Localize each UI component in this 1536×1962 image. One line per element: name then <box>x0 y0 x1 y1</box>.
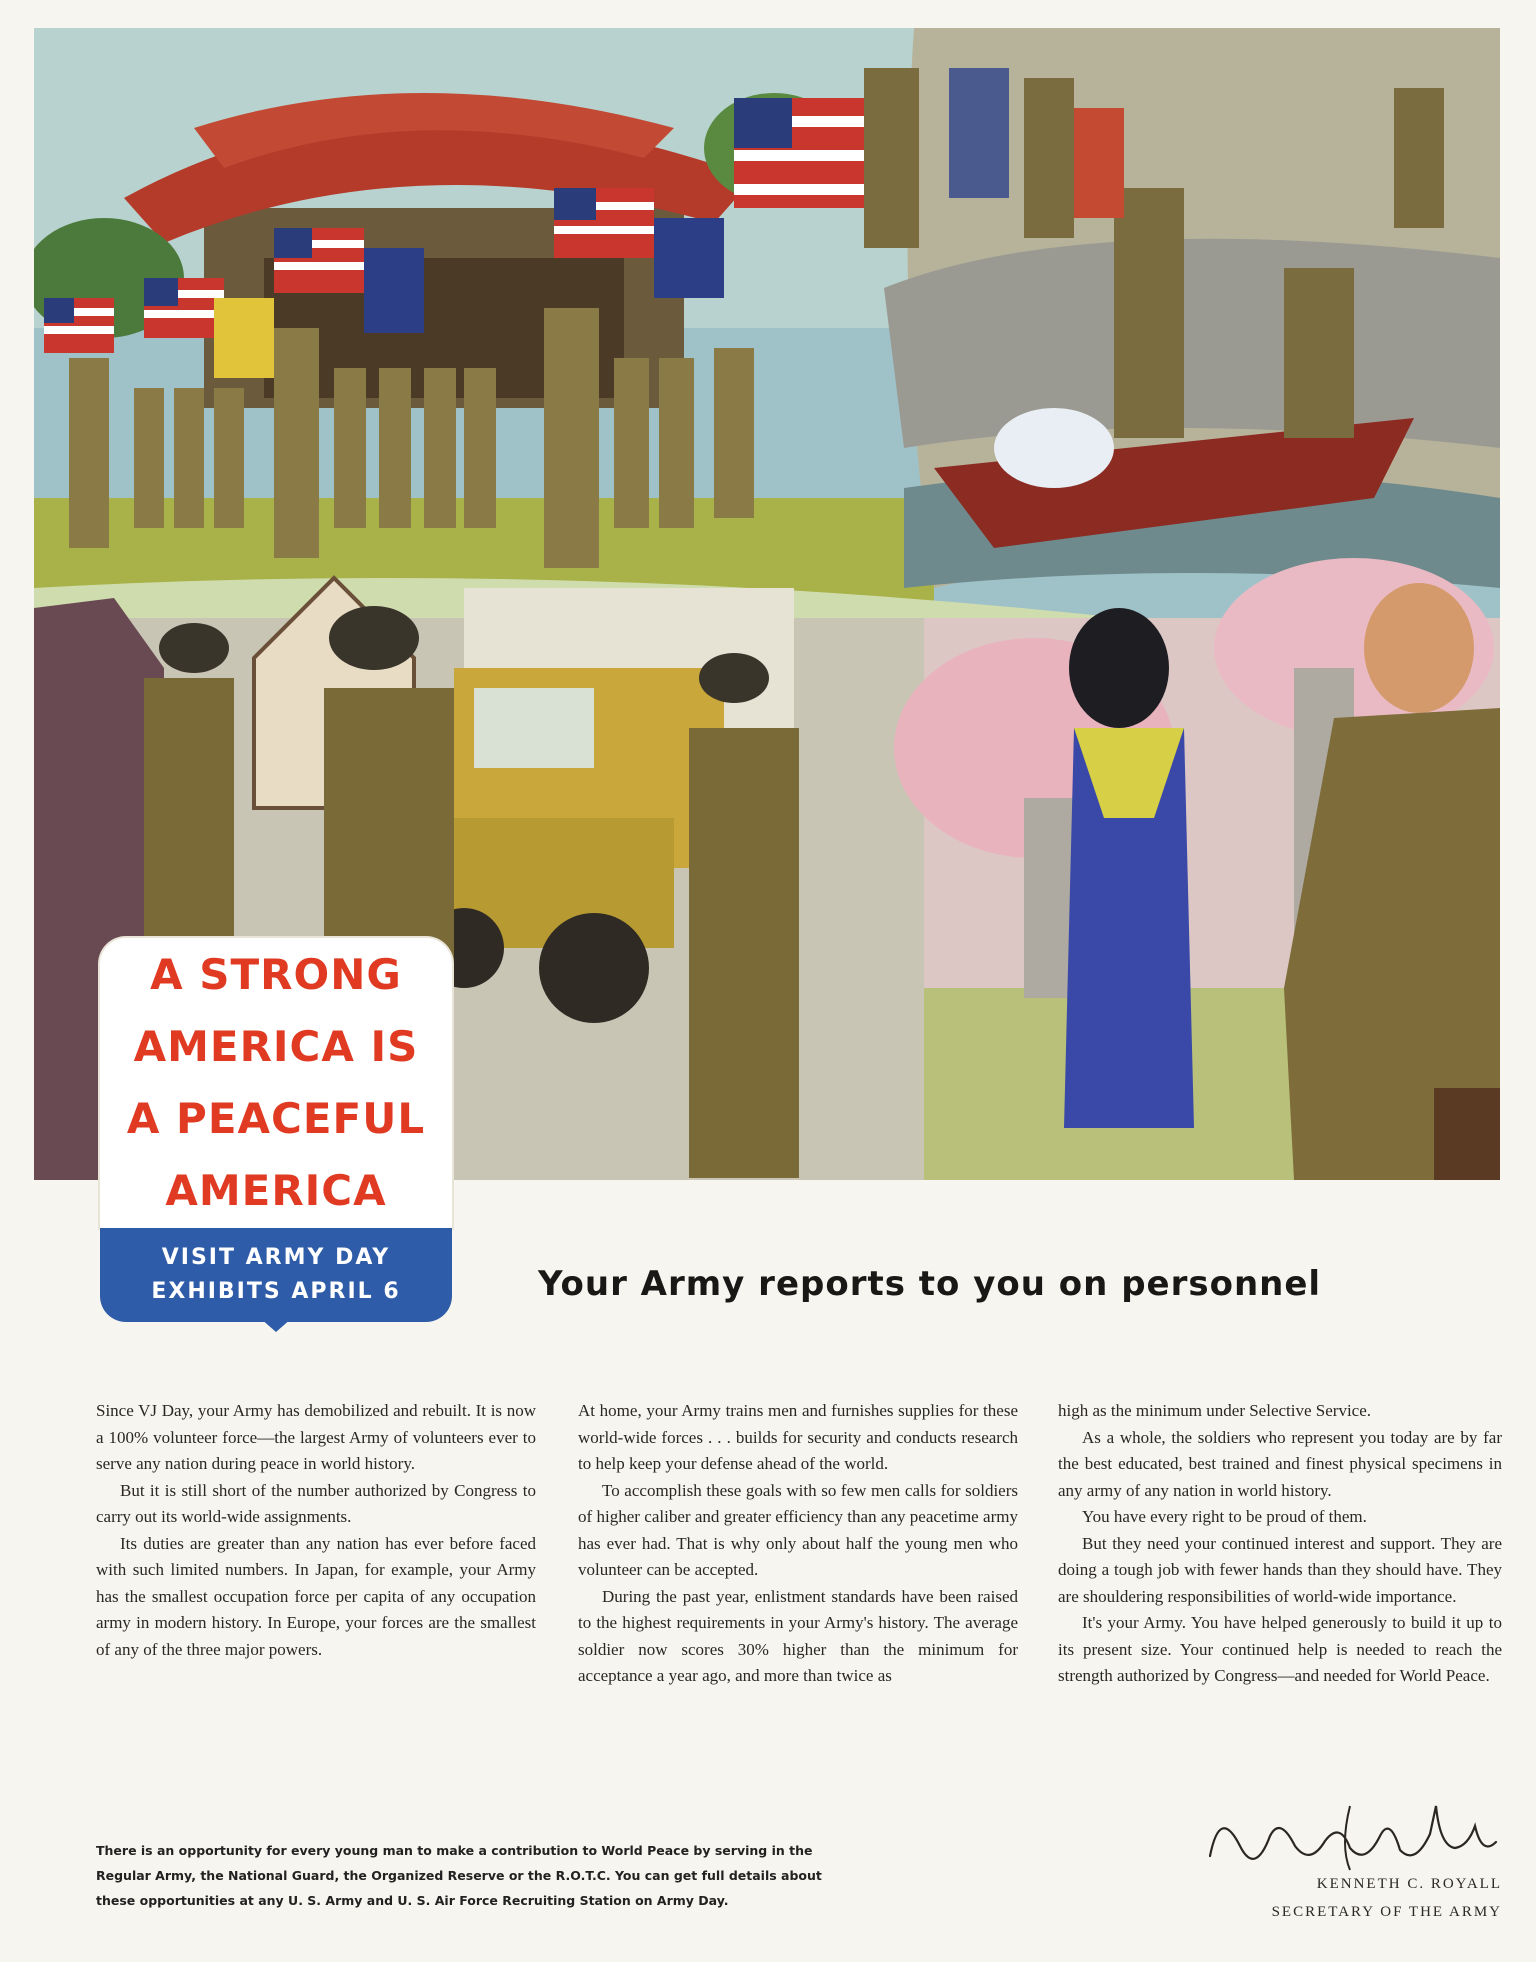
paragraph: It's your Army. You have helped generously to build it up to its present size. Your continued help is needed to reach the strength authorized by Congress—and needed for World Peace. <box>1058 1613 1502 1685</box>
slogan-line: AMERICA IS <box>133 1022 419 1071</box>
text-column-3 <box>1058 1398 1502 1690</box>
signer-name: KENNETH C. ROYALL <box>1316 1876 1502 1892</box>
visit-line: EXHIBITS APRIL 6 <box>151 1279 401 1304</box>
slogan-line: A PEACEFUL <box>126 1094 426 1143</box>
headline: Your Army reports to you on personnel <box>538 1264 1322 1304</box>
slogan-line: AMERICA <box>165 1166 387 1215</box>
paragraph: Since VJ Day, your Army has demobilized and rebuilt. It is now a 100% volunteer force—the largest Army of volunteers ever to serve any nation during peace in world history. <box>96 1401 536 1473</box>
paragraph: As a whole, the soldiers who represent you today are by far the best educated, best trained and finest physical specimens in any army of any nation in world history. <box>1058 1427 1502 1500</box>
paragraph: But it is still short of the number authorized by Congress to carry out its world-wide assignments. <box>96 1480 536 1526</box>
paragraph: But they need your continued interest and support. They are doing a tough job with fewer hands than they should have. They are shouldering responsibilities of world-wide importance. <box>1058 1533 1502 1606</box>
badge-pointer <box>260 1318 292 1332</box>
civilian-woman <box>949 68 1009 198</box>
visit-line: VISIT ARMY DAY <box>161 1245 391 1270</box>
child <box>1074 108 1124 218</box>
slogan-badge <box>100 938 452 1330</box>
paragraph: high as the minimum under Selective Service. <box>1058 1401 1372 1420</box>
paragraph: At home, your Army trains men and furnishes supplies for these world-wide forces . . . builds for security and conducts research to help keep your defense ahead of the world. <box>578 1401 1018 1473</box>
text-column-2 <box>578 1398 1018 1690</box>
handwritten-signature <box>1200 1786 1510 1882</box>
recruiting-note: There is an opportunity for every young man to make a contribution to World Peace by serving in the Regular Army, the National Guard, the Organized Reserve or the R.O.T.C. You can get full details about these opportunities at any U. S. Army and U. S. Air Force Recruiting Station on Army Day. <box>96 1843 822 1908</box>
slogan-panel <box>100 938 452 1228</box>
sandbag-wall <box>884 239 1500 448</box>
bundle <box>994 408 1114 488</box>
paragraph: To accomplish these goals with so few men calls for soldiers of higher caliber and greater efficiency than any peacetime army has ever had. That is why only about half the young men who volunteer can be accepted. <box>578 1480 1018 1579</box>
signer-title: SECRETARY OF THE ARMY <box>1271 1904 1502 1920</box>
paragraph: Its duties are greater than any nation has ever before faced with such limited numbers. In Japan, for example, your Army has the smallest occupation force per capita of any occupation army in modern history. In Europe, your forces are the smallest of any of the three major powers. <box>96 1533 536 1659</box>
text-column-1 <box>96 1398 536 1663</box>
visit-panel <box>100 1228 452 1322</box>
paragraph: You have every right to be proud of them. <box>1082 1507 1367 1526</box>
paragraph: During the past year, enlistment standards have been raised to the highest requirements in your Army's history. The average soldier now scores 30% higher than the minimum for acceptance a year ago, and more than twice as <box>578 1586 1018 1685</box>
slogan-line: A STRONG <box>150 950 402 999</box>
